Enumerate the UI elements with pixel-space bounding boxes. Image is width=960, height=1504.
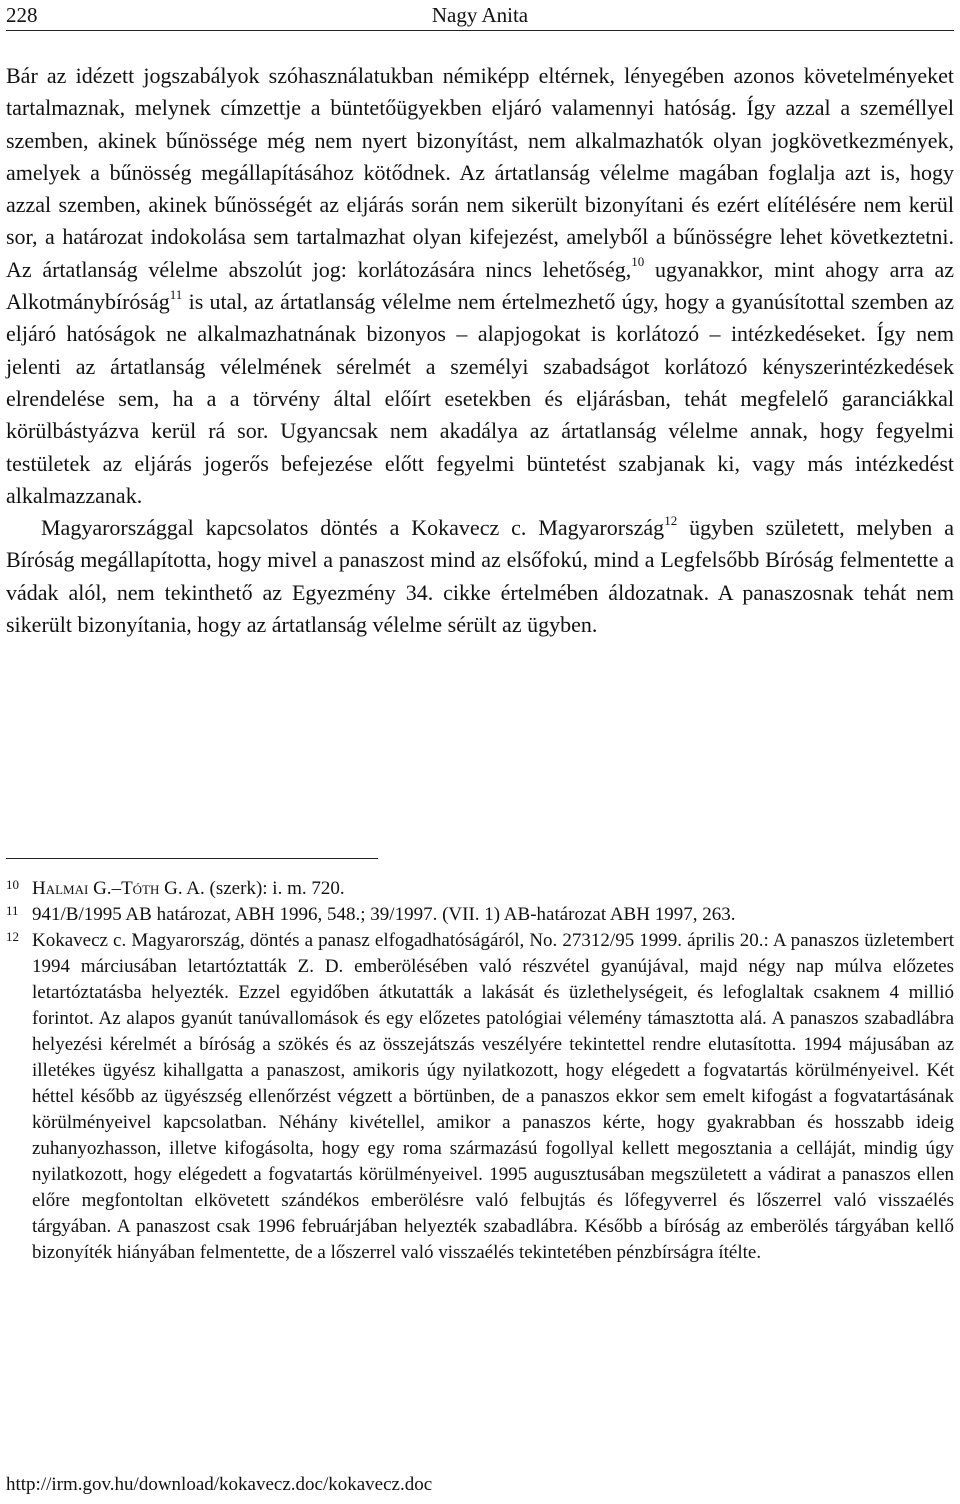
- paragraph-2-text-a: Magyarországgal kapcsolatos döntés a Kokavecz c. Magyarország: [41, 515, 665, 541]
- footnote-author: Tóth G. A.: [121, 878, 205, 899]
- footnote-text: Kokavecz c. Magyarország, döntés a panasz elfogadhatóságáról, No. 27312/95 1999. április 20.: A panaszos üzletembert 1994 márciusában letartóztatták Z. D. emberölésében való részvétel gyanújával, majd négy nap múlva előzetes letartóztatásba helyezték. Ezzel egyidőben átkutatták a lakását és üzlethelységeit, és lefoglaltak csaknem 4 millió forintot. Az alapos gyanút tanúvallomások és egy előzetes patológiai vélemény támasztotta alá. A panaszos szabadlábra helyezési kérelmét a bíróság a szökés és az összejátszás veszélyére tekintettel rendre elutasította. 1994 májusában az illetékes ügyész kihallgatta a panaszost, amikoris úgy nyilatkozott, hogy elégedett a fogvatartás körülményeivel. Két héttel később az ügyészség ellenőrzést végzett a börtünben, de a panaszos ekkor sem emelt kifogást a fogvatartásának körülményeivel kapcsolatban. Néhány kivétellel, amikor a panaszos kérte, hogy gyakrabban és hosszabb ideig zuhanyozhasson, illetve kifogásolta, hogy egy roma származású fogollyal kellett megosztania a celláját, mindig úgy nyilatkozott, hogy elégedett a fogvatartás körülményeivel. 1995 augusztusában megszületett a vádirat a panaszos ellen előre megfontoltan elkövetett szándékos emberölésre való felbujtás és lőfegyverrel és lőszerrel való visszaélés tárgyában. A panaszost csak 1996 februárjában helyezték szabadlábra. Később a bíróság az emberölés tárgyában kellő bizonyíték hiányában felmentette, de a lőszerrel való visszaélés tekintetében pénzbírságra ítélte.: [32, 930, 954, 1263]
- footnote-ref-11: 11: [169, 286, 183, 302]
- source-url: http://irm.gov.hu/download/kokavecz.doc/kokavecz.doc: [6, 1474, 433, 1495]
- footnote-number: 11: [6, 903, 19, 918]
- footnote-text: (szerk): i. m. 720.: [204, 878, 345, 899]
- footnote-ref-10: 10: [631, 254, 645, 270]
- footnote-author: Halmai G.: [32, 878, 112, 899]
- paragraph-1-text-b: ugyanakkor, mint ahogy arra az Alkotmánybíróság: [6, 256, 955, 315]
- paragraph-1: [6, 60, 954, 512]
- footnote-10: [6, 876, 954, 902]
- footnote-12: [6, 928, 954, 1266]
- running-title: Nagy Anita: [431, 3, 529, 27]
- footnote-number: 10: [6, 877, 19, 892]
- paragraph-1-text-a: Bár az idézett jogszabályok szóhasználatukban némiképp eltérnek, lényegében azonos követelményeket tartalmaznak, melynek címzettje a büntetőügyekben eljáró valamennyi hatóság. Így azzal a személlyel szemben, akinek bűnössége még nem nyert bizonyítást, nem alkalmazhatók olyan jogkövetkezmények, amelyek a bűnösség megállapításához kötődnek. Az ártatlanság vélelme magában foglalja azt is, hogy azzal szemben, akinek bűnösségét az eljárás során nem sikerült bizonyítani és ezért elítélésére nem kerül sor, a határozat indokolása sem tartalmazhat olyan kifejezést, amelyből a bűnösségre lehet következtetni. Az ártatlanság vélelme abszolút jog: korlátozására nincs lehetőség,: [6, 63, 954, 282]
- footnote-separator: [6, 858, 378, 859]
- footnote-author-separator: –: [111, 878, 122, 899]
- footnote-ref-12: 12: [664, 512, 678, 528]
- paragraph-1-text-c: is utal, az ártatlanság vélelme nem értelmezhető úgy, hogy a gyanúsítottal szemben az eljáró hatóságok ne alkalmazhatnának bizonyos – alapjogokat is korlátozó – intézkedéseket. Így nem jelenti az ártatlanság vélelmének sérelmét a személyi szabadságot korlátozó kényszerintézkedések elrendelése sem, ha a a törvény által előírt esetekben és eljárásban, tehát megfelelő garanciákkal körülbástyázva kerül rá sor. Ugyancsak nem akadálya az ártatlanság vélelme annak, hogy fegyelmi testületek az eljárás jogerős befejezése előtt fegyelmi büntetést szabjanak ki, vagy más intézkedést alkalmazzanak.: [6, 289, 954, 508]
- footnote-number: 12: [6, 929, 19, 944]
- page-number: 228: [6, 3, 38, 27]
- footnote-text: 941/B/1995 AB határozat, ABH 1996, 548.; 39/1997. (VII. 1) AB-határozat ABH 1997, 263.: [32, 904, 736, 925]
- paragraph-2-text-b: ügyben született, melyben a Bíróság megállapította, hogy mivel a panaszost mind az elsőfokú, mind a Legfelsőbb Bíróság felmentette a vádak alól, nem tekinthető az Egyezmény 34. cikke értelmében áldozatnak. A panaszosnak tehát nem sikerült bizonyítania, hogy az ártatlanság vélelme sérült az ügyben.: [6, 515, 954, 638]
- footnotes: [6, 876, 954, 1266]
- footnote-11: [6, 902, 954, 928]
- page-header: [6, 0, 954, 31]
- main-text: [6, 60, 954, 641]
- paragraph-2: [6, 512, 954, 641]
